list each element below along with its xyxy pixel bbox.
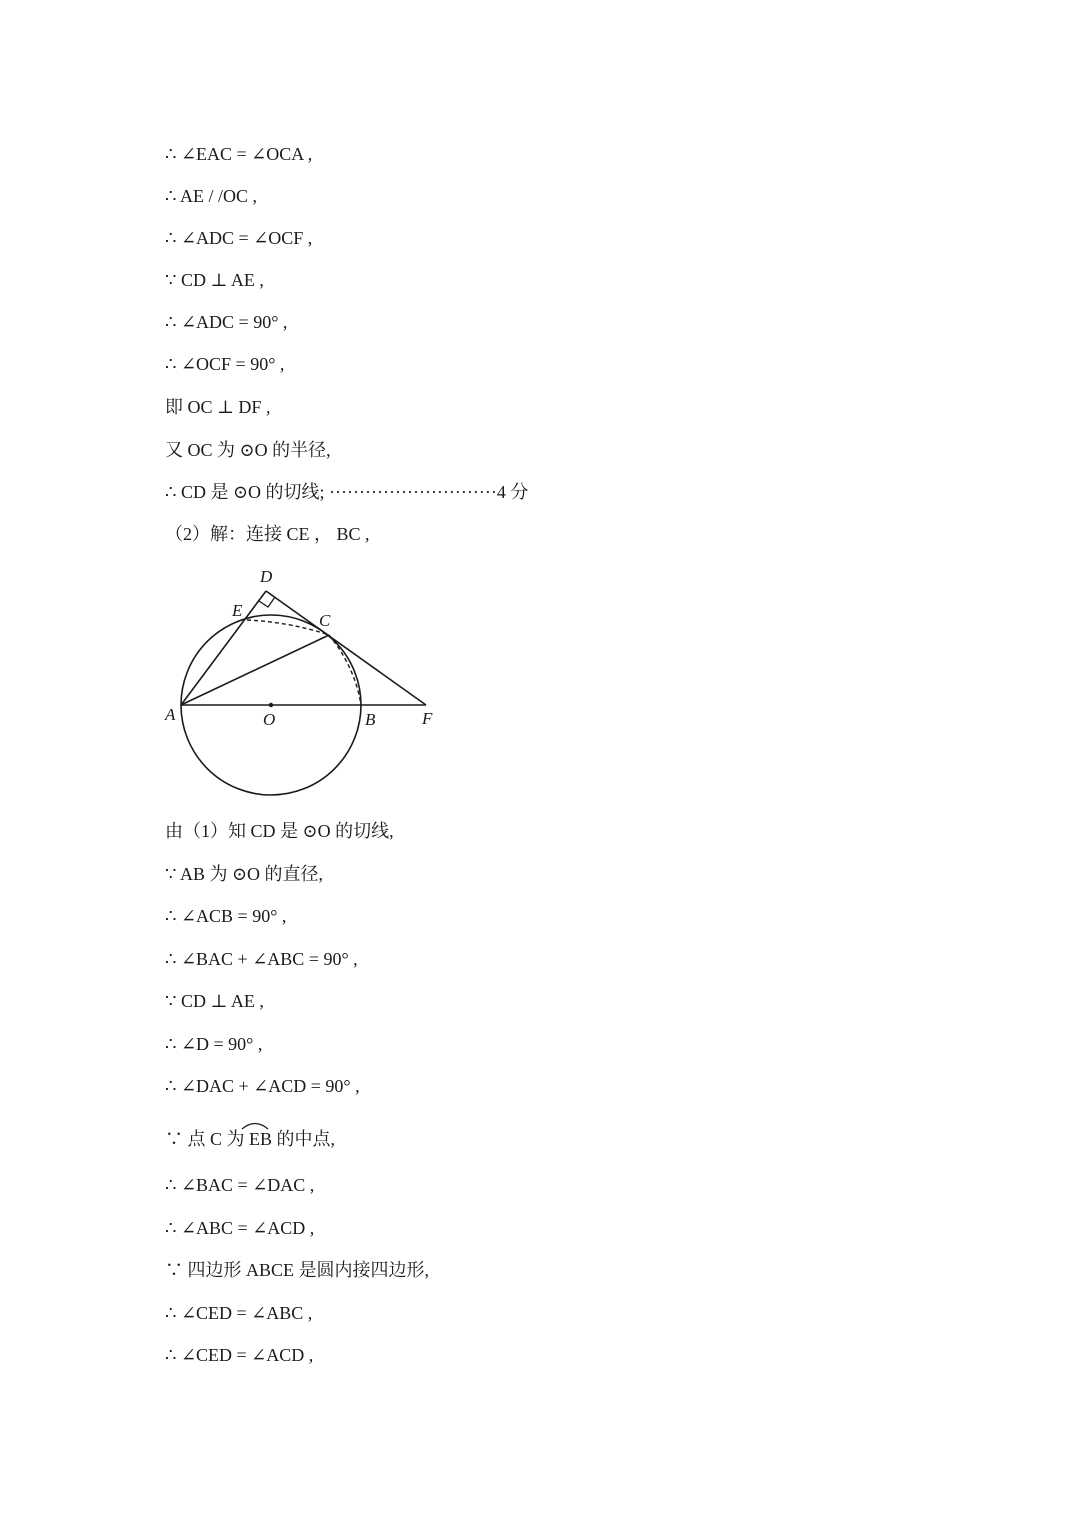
proof-line: ∴ ∠D = 90° , bbox=[165, 1034, 263, 1054]
line-df bbox=[266, 591, 426, 705]
proof-line: ∴ ∠OCF = 90° , bbox=[165, 354, 285, 374]
label-a: A bbox=[165, 705, 176, 724]
proof-line: ∴ ∠ACB = 90° , bbox=[165, 906, 287, 926]
proof-line: ∴ ∠ABC = ∠ACD , bbox=[165, 1218, 315, 1238]
label-b: B bbox=[365, 710, 376, 729]
arc-mark-icon bbox=[240, 1118, 270, 1130]
proof-line: ∴ ∠BAC + ∠ABC = 90° , bbox=[165, 949, 358, 969]
proof-line: 由（1）知 CD 是 ⊙O 的切线, bbox=[165, 821, 394, 841]
proof-line: ∴ ∠ADC = 90° , bbox=[165, 312, 288, 332]
line-ad bbox=[181, 591, 266, 705]
proof-line: ∴ ∠ADC = ∠OCF , bbox=[165, 228, 313, 248]
proof-line: ∴ ∠CED = ∠ABC , bbox=[165, 1303, 313, 1323]
part2-heading: （2）解：连接 CE ， BC , bbox=[165, 524, 370, 544]
proof-line: ∵ CD ⊥ AE , bbox=[165, 270, 264, 290]
proof-line: ∵ AB 为 ⊙O 的直径, bbox=[165, 864, 324, 884]
proof-line: ∴ AE / /OC , bbox=[165, 186, 257, 206]
proof-line: ∴ ∠DAC + ∠ACD = 90° , bbox=[165, 1076, 360, 1096]
label-f: F bbox=[422, 709, 433, 728]
proof-line: ∴ ∠BAC = ∠DAC , bbox=[165, 1175, 315, 1195]
dashed-cb bbox=[329, 635, 361, 705]
label-c: C bbox=[319, 611, 331, 630]
proof-line: ∴ ∠EAC = ∠OCA , bbox=[165, 144, 313, 164]
label-e: E bbox=[232, 601, 243, 620]
proof-line: 又 OC 为 ⊙O 的半径, bbox=[165, 440, 331, 460]
proof-line: ∵ 四边形 ABCE 是圆内接四边形, bbox=[165, 1260, 430, 1280]
proof-line: ∵ CD ⊥ AE , bbox=[165, 991, 264, 1011]
center-point bbox=[269, 703, 273, 707]
label-o: O bbox=[263, 710, 276, 729]
proof-line: ∴ ∠CED = ∠ACD , bbox=[165, 1345, 314, 1365]
proof-line-arc: ∵ 点 C 为 EB 的中点, bbox=[165, 1129, 336, 1149]
proof-line: 即 OC ⊥ DF , bbox=[165, 397, 271, 417]
label-d: D bbox=[260, 567, 273, 586]
proof-line-score: ∴ CD 是 ⊙O 的切线; ····························4 分 bbox=[165, 482, 529, 502]
geometry-figure bbox=[160, 562, 440, 802]
